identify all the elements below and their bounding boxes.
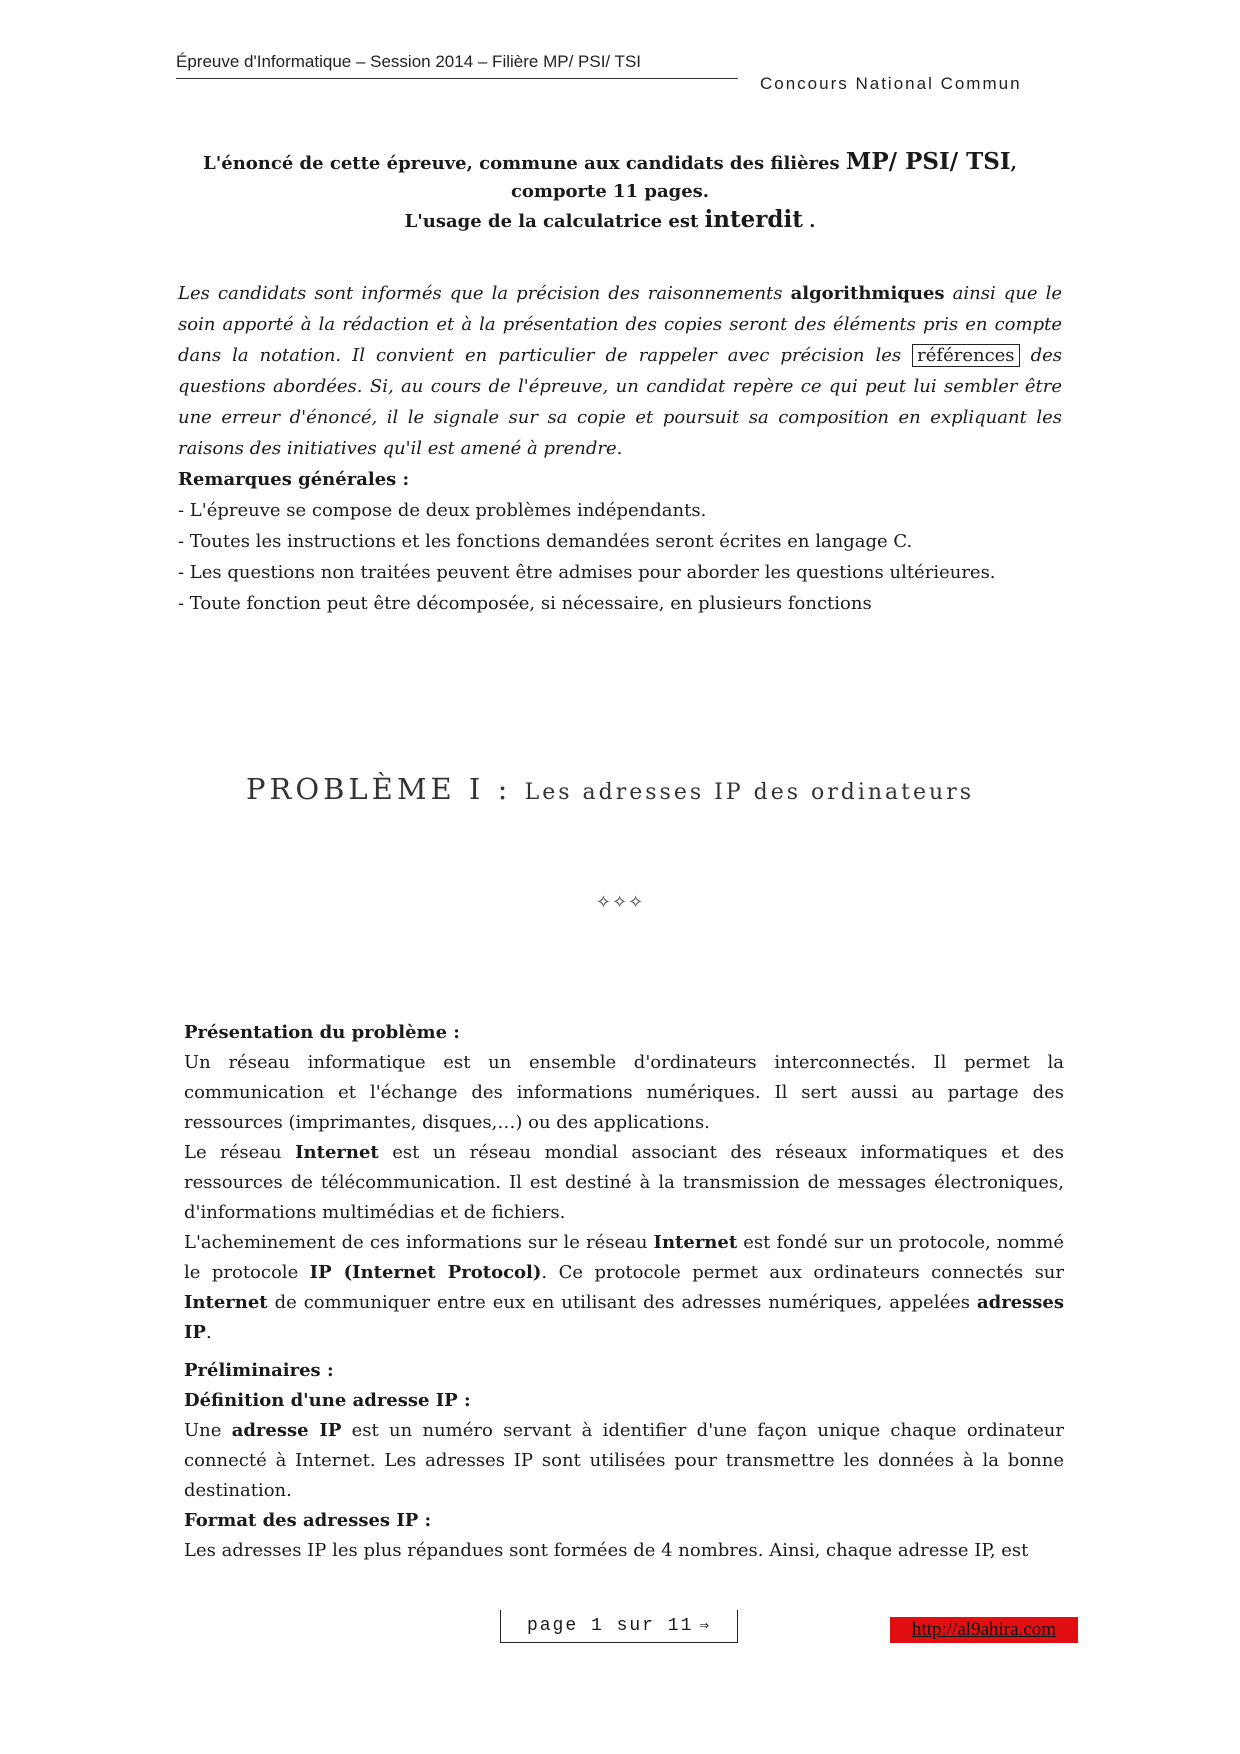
intro-line1: L'énoncé de cette épreuve, commune aux candidats des filières [203, 153, 846, 174]
presentation-paragraph-2 [184, 1138, 1064, 1228]
intro-period: . [802, 211, 816, 232]
text: L'acheminement de ces informations sur le réseau [184, 1232, 654, 1253]
text: . Ce protocole permet aux ordinateurs connectés sur [541, 1262, 1065, 1283]
text-bold: Internet [653, 1232, 738, 1253]
general-remarks [178, 464, 1062, 619]
problem-heading [160, 772, 1060, 806]
definition-paragraph [184, 1416, 1064, 1506]
notice-text-1: Les candidats sont informés que la précision des raisonnements [178, 283, 791, 304]
text: est fondé sur un protocole, nommé le protocole [184, 1232, 1064, 1283]
format-paragraph: Les adresses IP les plus répandues sont formées de 4 nombres. Ainsi, chaque adresse IP, est [184, 1540, 1029, 1561]
notice-text-2: ainsi que le soin apporté à la rédaction et à la présentation des copies seront des éléments pris en compte dans la notation. Il convient en particulier de rappeler avec précision les [178, 283, 1062, 366]
notice-text-3: des questions abordées. Si, au cours de l'épreuve, un candidat repère ce qui peut lui sembler être une erreur d'énoncé, il le signale sur sa copie et poursuit sa composition en expliquant les raisons des initiatives qu'il est amené à prendre. [178, 345, 1062, 459]
text: est un réseau mondial associant des réseaux informatiques et des ressources de télécommunication. Il est destiné à la transmission de messages électroniques, d'informations multimédias et de fichiers. [184, 1142, 1064, 1223]
problem-title: Les adresses IP des ordinateurs [524, 780, 974, 805]
intro-comma: , [1010, 153, 1017, 174]
text-bold: IP (Internet Protocol) [309, 1262, 542, 1283]
notice-boxed-word: références [912, 344, 1019, 367]
text-bold: adresse IP [231, 1420, 342, 1441]
ornament: ✧✧✧ [595, 892, 645, 913]
presentation-title: Présentation du problème : [184, 1022, 460, 1043]
text: Le réseau [184, 1142, 296, 1163]
intro-block [160, 148, 1060, 236]
intro-calc: L'usage de la calculatrice est [404, 211, 705, 232]
page-number-box [500, 1610, 738, 1643]
presentation-paragraph-1: Un réseau informatique est un ensemble d'ordinateurs interconnectés. Il permet la communication et l'échange des informations numériques. Il sert aussi au partage des ressources (imprimantes, disques,…) ou des applications. [184, 1052, 1064, 1133]
preliminaries-title: Préliminaires : [184, 1360, 334, 1381]
problem-body [184, 1018, 1064, 1566]
text: de communiquer entre eux en utilisant des adresses numériques, appelées [267, 1292, 977, 1313]
text-bold: Internet [295, 1142, 379, 1163]
next-arrow-icon: ⇒ [699, 1617, 712, 1635]
format-title: Format des adresses IP : [184, 1510, 432, 1531]
intro-interdit: interdit [704, 206, 803, 233]
watermark-url-link[interactable]: http://al9ahira.com [890, 1617, 1078, 1643]
text-bold: adresses IP [184, 1292, 1064, 1343]
header-exam-title: Épreuve d'Informatique – Session 2014 – Filière MP/ PSI/ TSI [176, 52, 738, 79]
text-bold: Internet [184, 1292, 268, 1313]
text: . [205, 1322, 212, 1343]
header-contest-name: Concours National Commun [760, 74, 1022, 93]
remark-item: - L'épreuve se compose de deux problèmes indépendants. [178, 500, 707, 521]
candidate-notice [178, 278, 1062, 464]
intro-pages: comporte 11 pages. [510, 181, 710, 202]
definition-title: Définition d'une adresse IP : [184, 1390, 471, 1411]
presentation-paragraph-3 [184, 1228, 1064, 1348]
text: est un numéro servant à identifier d'une façon unique chaque ordinateur connecté à Internet. Les adresses IP sont utilisées pour transmettre les données à la bonne destination. [184, 1420, 1064, 1501]
problem-prefix: PROBLÈME I : [245, 772, 525, 806]
page-number: page 1 sur 11 [526, 1616, 694, 1636]
remark-item: - Toutes les instructions et les fonctions demandées seront écrites en langage C. [178, 531, 913, 552]
text: Une [184, 1420, 232, 1441]
remark-item: - Les questions non traitées peuvent être admises pour aborder les questions ultérieures. [178, 562, 996, 583]
notice-bold: algorithmiques [790, 283, 945, 304]
intro-filieres: MP/ PSI/ TSI [845, 148, 1011, 175]
remark-item: - Toute fonction peut être décomposée, si nécessaire, en plusieurs fonctions [178, 593, 872, 614]
remarks-title: Remarques générales : [178, 469, 410, 490]
